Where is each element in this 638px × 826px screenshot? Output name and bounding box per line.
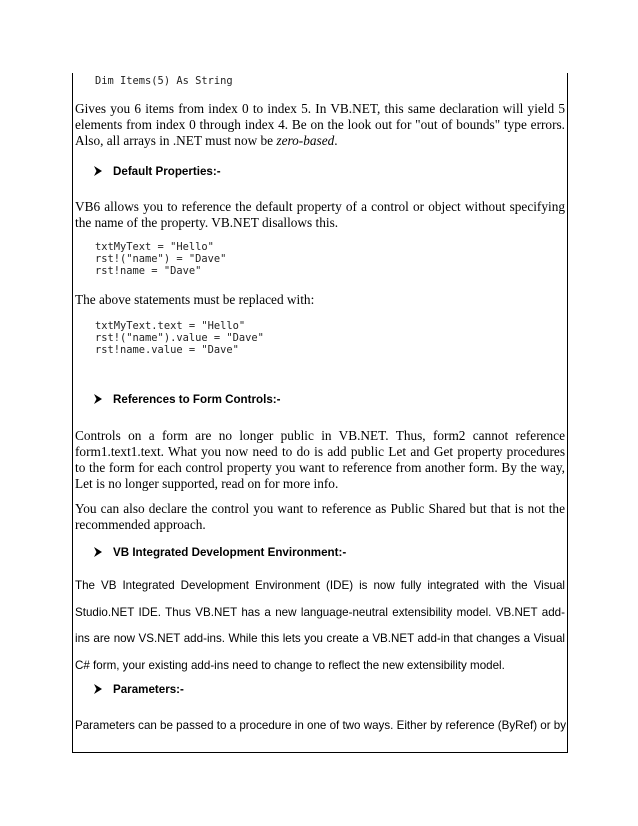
- paragraph-public-shared: You can also declare the control you want to reference as Public Shared but that is not the recommended approach.: [75, 501, 565, 532]
- paragraph-arrays: [75, 101, 565, 149]
- heading-ide: [93, 544, 567, 560]
- code-line: rst!("name").value = "Dave": [95, 332, 264, 344]
- code-line: txtMyText.text = "Hello": [95, 320, 246, 332]
- heading-form-controls: [93, 391, 567, 407]
- code-block-replaced: [95, 320, 567, 356]
- heading-parameters: [93, 681, 567, 697]
- document-frame: [72, 73, 568, 753]
- heading-default-properties-label: Default Properties:-: [113, 164, 221, 178]
- paragraph-parameters: Parameters can be passed to a procedure in one of two ways. Either by reference (ByRef) or by: [75, 719, 567, 732]
- paragraph-arrays-text: Gives you 6 items from index 0 to index 5. In VB.NET, this same declaration will yield 5 elements from index 0 through index 4. Be on the look out for "out of bounds" type errors. Also, all arrays in .NET must now be: [75, 101, 565, 148]
- paragraph-default-properties: VB6 allows you to reference the default property of a control or object without specifying the name of the property. VB.NET disallows this.: [75, 199, 565, 230]
- heading-form-controls-label: References to Form Controls:-: [113, 392, 281, 406]
- arrow-bullet-icon: [93, 166, 103, 176]
- code-block-default: [95, 241, 567, 277]
- code-line: rst!name.value = "Dave": [95, 344, 239, 356]
- code-line: rst!("name") = "Dave": [95, 253, 227, 265]
- heading-default-properties: [93, 163, 567, 179]
- arrow-bullet-icon: [93, 547, 103, 557]
- heading-parameters-label: Parameters:-: [113, 682, 184, 696]
- paragraph-arrays-emphasis: zero-based: [276, 133, 335, 148]
- heading-ide-label: VB Integrated Development Environment:-: [113, 545, 347, 559]
- arrow-bullet-icon: [93, 684, 103, 694]
- paragraph-replace: The above statements must be replaced with:: [75, 292, 315, 307]
- arrow-bullet-icon: [93, 394, 103, 404]
- paragraph-ide: The VB Integrated Development Environment (IDE) is now fully integrated with the Visual Studio.NET IDE. Thus VB.NET has a new language-neutral extensibility model. VB.NET add-ins are now VS.NET add-ins. While this lets you create a VB.NET add-in that changes a Visual C# form, your existing add-ins need to change to reflect the new extensibility model.: [75, 579, 565, 672]
- code-line: txtMyText = "Hello": [95, 241, 214, 253]
- paragraph-arrays-end: .: [334, 133, 338, 148]
- code-line: rst!name = "Dave": [95, 265, 202, 277]
- paragraph-form-controls: Controls on a form are no longer public in VB.NET. Thus, form2 cannot reference form1.text1.text. What you now need to do is add public Let and Get property procedures to the form for each control property you want to reference from another form. By the way, Let is no longer supported, read on for more info.: [75, 428, 565, 491]
- code-line-dim-items: Dim Items(5) As String: [95, 75, 233, 87]
